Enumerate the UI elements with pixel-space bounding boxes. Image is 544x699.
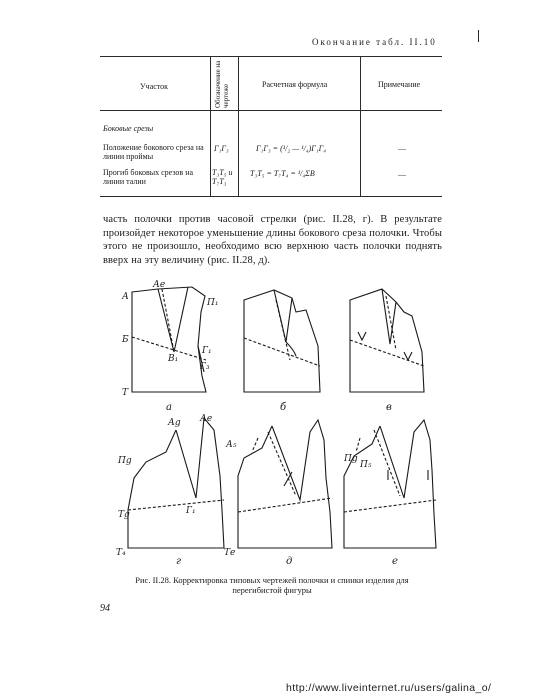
panel-e-drawing [344, 420, 436, 548]
panel-g-drawing [128, 418, 224, 548]
table-row-2-formula: Т₃Т₅ = Т₇Т₄ = ¹/₄ΣВ [250, 169, 315, 178]
table-row-2-region: Прогиб боковых срезов на линии талии [103, 168, 194, 186]
panel-label-v: в [386, 402, 392, 413]
panel-label-a: а [166, 402, 172, 413]
panel-label-e: е [392, 556, 398, 567]
panel-label-b: б [280, 402, 287, 413]
label-T: Т [122, 388, 129, 398]
panel-b-drawing [244, 290, 320, 392]
table-row-1-formula: Г₁Г₃ = (¹/₂ — ¹/₄)Г₁Г₄ [256, 144, 326, 153]
label-Ag: Аg [168, 418, 181, 428]
panel-d-drawing [238, 420, 332, 548]
column-header-formula: Расчетная формула [262, 80, 328, 89]
figure-caption-line-2: перегибистой фигуры [232, 585, 312, 595]
label-Ae2: Аe [200, 414, 213, 424]
figure-caption-line-1: Рис. II.28. Корректировка типовых чертежей полочки и спинки изделия для [135, 575, 409, 585]
label-G1: Г₁ [202, 346, 212, 356]
panel-a-drawing [132, 287, 206, 392]
column-header-region: Участок [140, 82, 169, 91]
table-continuation-title: Окончание табл. II.10 [312, 37, 437, 47]
label-Tg: Тg [118, 510, 130, 520]
column-header-designation: Обозначение на чертеже [214, 60, 230, 108]
label-P5: П₅ [360, 460, 372, 470]
table-row-1-note: — [398, 144, 406, 153]
label-Pg: Пg [118, 456, 132, 466]
label-Bh: В₁ [168, 354, 179, 364]
label-P1: П₁ [207, 298, 219, 308]
panel-v-drawing [350, 289, 424, 392]
label-T4: Т₄ [116, 548, 126, 558]
label-A: А [122, 292, 129, 302]
section-title: Боковые срезы [103, 124, 154, 133]
panel-label-d: д [286, 556, 293, 567]
label-Pb: Пg [344, 454, 358, 464]
panel-label-g: г [176, 556, 182, 567]
label-G1b: Г₁ [186, 506, 196, 516]
figure-caption [100, 575, 444, 595]
label-B: Б [122, 335, 129, 345]
column-header-note: Примечание [378, 80, 421, 89]
label-Ae: Аe [153, 280, 166, 290]
label-Te: Тe [224, 548, 236, 558]
table-row-2-note: — [398, 170, 406, 179]
table-row-1-region: Положение бокового среза на линии проймы [103, 143, 204, 161]
table-row-2-designation: Т₃Т₅ и Т₇Т₃ [212, 168, 233, 186]
body-paragraph: часть полочки против часовой стрелки (рис. II.28, г). В результате произойдет некоторое уменьшение длины бокового среза полочки. Чтобы этого не произошло, необходимо всю верхнюю часть полочки поднять вверх на эту величину (рис. II.28, д). [103, 214, 442, 266]
page-number: 94 [100, 603, 110, 614]
label-G3: Г₃ [200, 362, 210, 372]
table-row-1-designation: Г₁Г₃ [214, 144, 229, 153]
watermark-url: http://www.liveinternet.ru/users/galina_o/ [286, 682, 492, 694]
label-A5: А₅ [226, 440, 237, 450]
